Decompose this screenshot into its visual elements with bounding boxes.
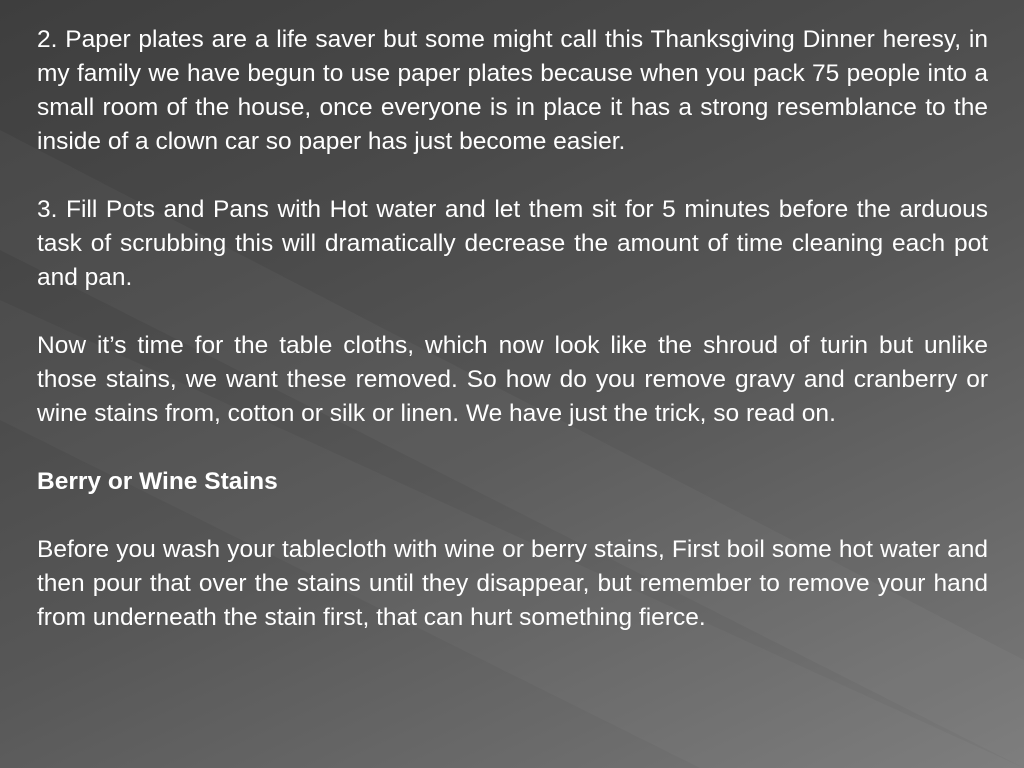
paragraph-pots-and-pans: 3. Fill Pots and Pans with Hot water and let them sit for 5 minutes before the arduous task of scrubbing this will dramatically decrease the amount of time cleaning each pot and pan.: [37, 196, 988, 291]
section-heading: Berry or Wine Stains: [37, 468, 278, 495]
paragraph-table-cloths: Now it’s time for the table cloths, which now look like the shroud of turin but unlike those stains, we want these removed. So how do you remove gravy and cranberry or wine stains from, cotton or silk or linen. We have just the trick, so read on.: [37, 332, 988, 427]
paragraph-wine-stains: Before you wash your tablecloth with wine or berry stains, First boil some hot water and then pour that over the stains until they disappear, but remember to remove your hand from underneath the stain first, that can hurt something fierce.: [37, 536, 988, 631]
paragraph-paper-plates: 2. Paper plates are a life saver but some might call this Thanksgiving Dinner heresy, in my family we have begun to use paper plates because when you pack 75 people into a small room of the house, once everyone is in place it has a strong resemblance to the inside of a clown car so paper has just become easier.: [37, 26, 988, 155]
slide-body: [37, 23, 988, 669]
